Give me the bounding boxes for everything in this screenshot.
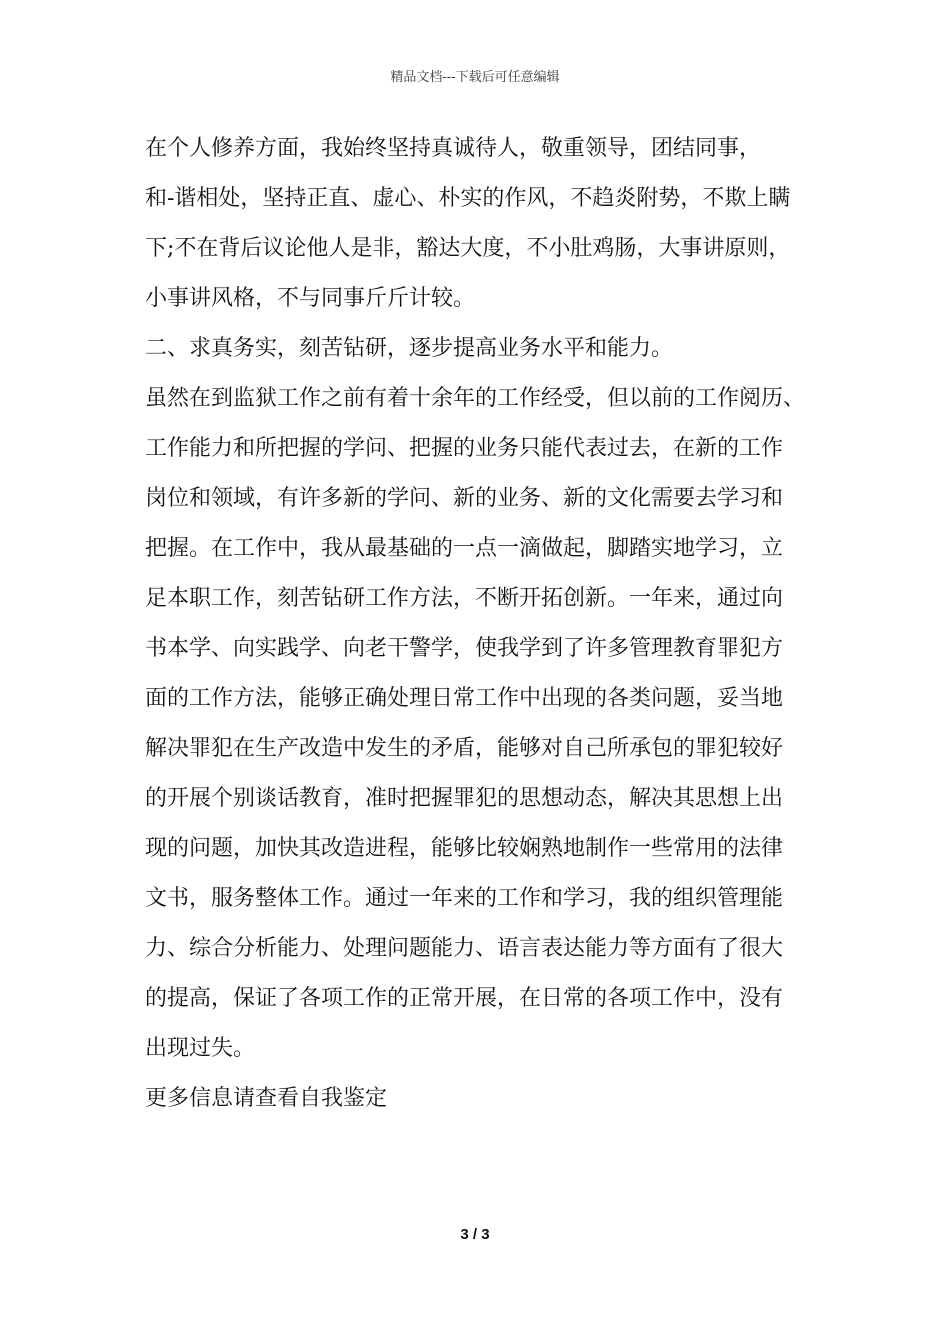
text-line: 面的工作方法，能够正确处理日常工作中出现的各类问题，妥当地 bbox=[145, 686, 784, 711]
text-line: 在个人修养方面，我始终坚持真诚待人，敬重领导，团结同事， bbox=[145, 136, 762, 161]
text-line: 现的问题，加快其改造进程，能够比较娴熟地制作一些常用的法律 bbox=[145, 836, 784, 861]
text-line: 虽然在到监狱工作之前有着十余年的工作经受，但以前的工作阅历、 bbox=[145, 386, 806, 411]
page-header: 精品文档---下载后可任意编辑 bbox=[390, 70, 560, 85]
more-info-note: 更多信息请查看自我鉴定 bbox=[145, 1086, 388, 1111]
text-line: 工作能力和所把握的学问、把握的业务只能代表过去，在新的工作 bbox=[145, 436, 784, 461]
text-line: 岗位和领域，有许多新的学问、新的业务、新的文化需要去学习和 bbox=[145, 486, 784, 511]
text-line: 解决罪犯在生产改造中发生的矛盾，能够对自己所承包的罪犯较好 bbox=[145, 736, 784, 761]
text-line: 书本学、向实践学、向老干警学，使我学到了许多管理教育罪犯方 bbox=[145, 636, 784, 661]
text-line: 的开展个别谈话教育，准时把握罪犯的思想动态，解决其思想上出 bbox=[145, 786, 784, 811]
text-line: 出现过失。 bbox=[145, 1036, 256, 1061]
text-line: 足本职工作，刻苦钻研工作方法，不断开拓创新。一年来，通过向 bbox=[145, 586, 784, 611]
text-line: 和-谐相处，坚持正直、虚心、朴实的作风，不趋炎附势，不欺上瞒 bbox=[145, 186, 791, 211]
text-line: 下;不在背后议论他人是非，豁达大度，不小肚鸡肠，大事讲原则， bbox=[145, 236, 791, 261]
section-heading: 二、求真务实，刻苦钻研，逐步提高业务水平和能力。 bbox=[145, 336, 674, 361]
text-line: 小事讲风格，不与同事斤斤计较。 bbox=[145, 286, 476, 311]
document-body bbox=[145, 124, 815, 1124]
text-line: 力、综合分析能力、处理问题能力、语言表达能力等方面有了很大 bbox=[145, 936, 784, 961]
text-line: 文书，服务整体工作。通过一年来的工作和学习，我的组织管理能 bbox=[145, 886, 784, 911]
text-line: 把握。在工作中，我从最基础的一点一滴做起，脚踏实地学习，立 bbox=[145, 536, 784, 561]
text-line: 的提高，保证了各项工作的正常开展，在日常的各项工作中，没有 bbox=[145, 986, 784, 1011]
page-number: 3 / 3 bbox=[460, 1226, 490, 1243]
